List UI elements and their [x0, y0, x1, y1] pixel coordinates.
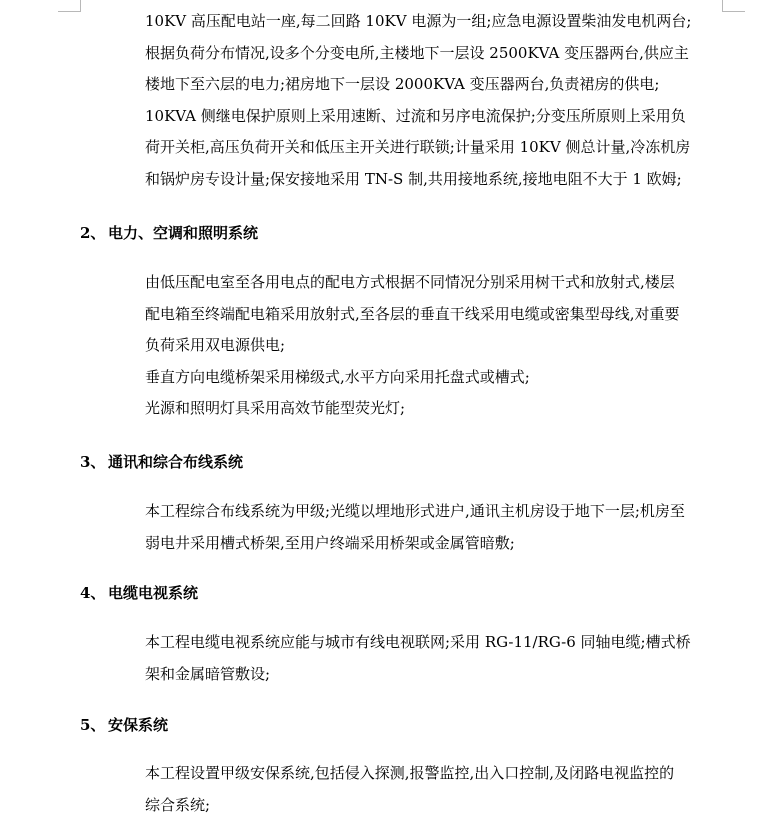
text-line: 架和金属暗管敷设; [145, 664, 271, 683]
section-number: 2、 [80, 224, 106, 242]
text-line: 楼地下至六层的电力;裙房地下一层设 2000KVA 变压器两台,负责裙房的供电; [145, 75, 660, 93]
section-heading-power-hvac-lighting [80, 222, 258, 244]
section-title: 通讯和综合布线系统 [108, 453, 244, 471]
text-line: 根据负荷分布情况,设多个分变电所,主楼地下一层设 2500KVA 变压器两台,供应主 [145, 43, 689, 62]
section-title: 电力、空调和照明系统 [108, 224, 259, 242]
text-line: 负荷采用双电源供电; [145, 336, 286, 354]
page-corner-marker-left [58, 0, 81, 12]
text-line: 光源和照明灯具采用高效节能型荧光灯; [145, 399, 406, 417]
text-line: 综合系统; [145, 795, 211, 814]
section-heading-security [80, 714, 168, 736]
text-line: 和锅炉房专设计量;保安接地采用 TN-S 制,共用接地系统,接地电阻不大于 1 欧姆; [145, 169, 682, 188]
text-line: 由低压配电室至各用电点的配电方式根据不同情况分别采用树干式和放射式,楼层 [145, 273, 675, 291]
section-heading-communication-cabling [80, 451, 243, 473]
section-2-paragraph [145, 267, 725, 425]
section-heading-cable-tv [80, 582, 198, 604]
section-number: 3、 [80, 453, 106, 471]
section-title: 电缆电视系统 [108, 584, 199, 602]
section-3-paragraph [145, 496, 725, 559]
text-line: 本工程设置甲级安保系统,包括侵入探测,报警监控,出入口控制,及闭路电视监控的 [145, 764, 675, 782]
section-number: 5、 [80, 716, 106, 734]
text-line: 配电箱至终端配电箱采用放射式,至各层的垂直干线采用电缆或密集型母线,对重要 [145, 304, 680, 323]
section-4-paragraph [145, 627, 725, 690]
text-line: 本工程综合布线系统为甲级;光缆以埋地形式进户,通讯主机房设于地下一层;机房至 [145, 502, 685, 520]
text-line: 10KV 高压配电站一座,每二回路 10KV 电源为一组;应急电源设置柴油发电机两台; [145, 12, 692, 30]
section-5-paragraph [145, 758, 725, 821]
text-line: 10KVA 侧继电保护原则上采用速断、过流和另序电流保护;分变压所原则上采用负 [145, 106, 686, 125]
text-line: 弱电井采用槽式桥架,至用户终端采用桥架或金属管暗敷; [145, 533, 515, 552]
text-line: 本工程电缆电视系统应能与城市有线电视联网;采用 RG-11/RG-6 同轴电缆;槽式桥 [145, 633, 691, 651]
page-corner-marker-right [722, 0, 745, 12]
section-title: 安保系统 [108, 716, 169, 734]
text-line: 垂直方向电缆桥架采用梯级式,水平方向采用托盘式或槽式; [145, 367, 530, 386]
intro-paragraph [145, 6, 725, 195]
section-number: 4、 [80, 584, 106, 602]
text-line: 荷开关柜,高压负荷开关和低压主开关进行联锁;计量采用 10KV 侧总计量,冷冻机房 [145, 138, 691, 156]
